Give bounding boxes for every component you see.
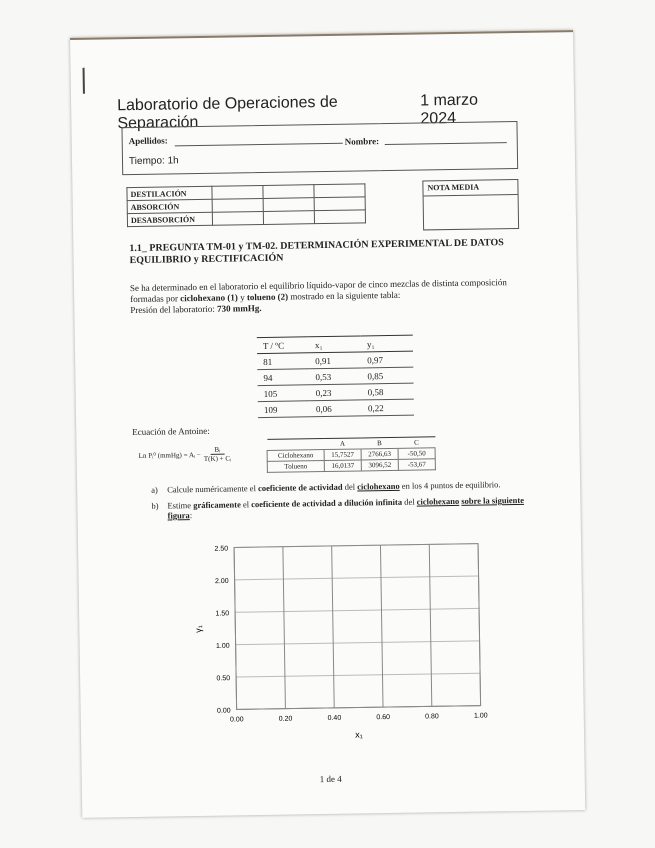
table-cell: 94 bbox=[257, 369, 309, 386]
y-axis-label: γ₁ bbox=[193, 625, 204, 633]
antoine-col-header: A bbox=[324, 438, 361, 450]
antoine-label: Ecuación de Antoine: bbox=[132, 425, 210, 438]
item-text bbox=[167, 479, 500, 494]
item-text bbox=[167, 495, 531, 521]
item-text-run: : bbox=[189, 510, 193, 521]
table-cell: 0,58 bbox=[362, 383, 414, 400]
component-2: tolueno (2) bbox=[246, 291, 289, 303]
antoine-cell: -50,50 bbox=[398, 448, 435, 460]
grade-cell[interactable] bbox=[212, 198, 263, 212]
tiempo-label: Tiempo: 1h bbox=[128, 155, 179, 168]
x-tick-label: 0.20 bbox=[278, 715, 293, 723]
grade-cell[interactable] bbox=[212, 185, 263, 199]
apellidos-label: Apellidos: bbox=[128, 135, 168, 147]
y-tick-label: 1.00 bbox=[215, 642, 230, 650]
x-gridline bbox=[380, 545, 383, 707]
y-gridline bbox=[235, 576, 479, 580]
table-cell: 81 bbox=[257, 353, 309, 370]
exam-title: Laboratorio de Operaciones de Separación bbox=[116, 93, 338, 133]
x-tick-label: 0.00 bbox=[229, 716, 244, 724]
x-tick-label: 0.80 bbox=[425, 713, 439, 721]
item-letter: b) bbox=[151, 500, 159, 511]
col-header: x₁ bbox=[309, 336, 361, 353]
y-tick-label: 1.50 bbox=[215, 610, 230, 618]
grade-cell[interactable] bbox=[263, 198, 314, 212]
exam-page bbox=[70, 30, 585, 818]
item-text-run: gráficamente bbox=[193, 499, 241, 511]
item-text-run: el bbox=[240, 499, 252, 510]
formula-fraction bbox=[204, 445, 232, 462]
intro-text: y bbox=[237, 292, 247, 303]
list-item bbox=[151, 479, 531, 495]
item-text-run: coeficiente de actividad bbox=[257, 481, 343, 494]
x-tick-label: 0.40 bbox=[327, 714, 342, 723]
x-gridline bbox=[429, 544, 432, 706]
antoine-cell: 15,7527 bbox=[324, 449, 361, 461]
grade-cell[interactable] bbox=[263, 211, 314, 225]
item-text-run: del bbox=[401, 496, 417, 507]
antoine-col-header bbox=[267, 439, 324, 451]
exam-date: 1 marzo 2024 bbox=[420, 91, 479, 128]
grade-cell[interactable] bbox=[212, 211, 263, 225]
col-header: y₁ bbox=[361, 335, 413, 352]
y-gridline bbox=[236, 641, 480, 645]
question-items bbox=[151, 479, 532, 527]
table-cell: 109 bbox=[258, 401, 310, 418]
table-cell: 0,53 bbox=[309, 368, 361, 385]
antoine-cell: 2766,63 bbox=[361, 448, 398, 460]
y-gridline bbox=[236, 673, 480, 677]
table-cell: 0,23 bbox=[310, 384, 362, 401]
grade-cell[interactable] bbox=[314, 184, 365, 198]
component-1: ciclohexano (1) bbox=[180, 292, 238, 304]
y-gridline bbox=[235, 608, 479, 612]
item-text-run: coeficiente de actividad a dilución infinita bbox=[251, 496, 403, 510]
page-number: 1 de 4 bbox=[319, 773, 342, 785]
intro-text: mostrado en la siguiente tabla: bbox=[288, 289, 401, 302]
antoine-cell: -53,67 bbox=[398, 459, 435, 471]
item-text-run: ciclohexano bbox=[416, 495, 460, 507]
table-cell: 0,97 bbox=[361, 351, 413, 368]
col-header: T / ºC bbox=[257, 337, 309, 354]
x-tick-label: 1.00 bbox=[473, 712, 488, 720]
formula-numerator: Bᵢ bbox=[210, 446, 224, 455]
grade-cell[interactable] bbox=[314, 210, 365, 224]
gamma-chart[interactable] bbox=[128, 533, 532, 771]
table-cell: 0,85 bbox=[361, 367, 413, 384]
grade-label: DESABSORCIÓN bbox=[127, 212, 212, 226]
x-tick-label: 0.60 bbox=[376, 714, 391, 722]
plot-frame bbox=[234, 544, 481, 710]
item-letter: a) bbox=[151, 484, 158, 495]
question-intro bbox=[130, 277, 526, 316]
intro-text: Se ha determinado en el laboratorio el equilibrio líquido-vapor de cinco mezclas de distinta composición formadas por bbox=[129, 277, 507, 305]
antoine-row bbox=[267, 459, 435, 473]
nota-media-box bbox=[422, 179, 519, 231]
grade-label: ABSORCIÓN bbox=[127, 199, 212, 213]
question-title: 1.1_ PREGUNTA TM-01 y TM-02. DETERMINACIÓN EXPERIMENTAL DE DATOS EQUILIBRIO y RECTIFICACIÓN bbox=[129, 237, 504, 267]
student-id-box bbox=[121, 121, 518, 175]
table-cell: 105 bbox=[258, 385, 310, 402]
item-text-run: sobre la siguiente figura bbox=[167, 494, 525, 521]
item-text-run: Calcule numéricamente el bbox=[167, 483, 259, 495]
table-cell: 0,91 bbox=[309, 352, 361, 369]
y-tick-label: 0.00 bbox=[216, 707, 231, 715]
antoine-formula bbox=[138, 445, 231, 463]
formula-denominator: T(K) + Cᵢ bbox=[203, 454, 232, 463]
item-text-run: del bbox=[342, 481, 358, 492]
table-cell: 0,06 bbox=[310, 400, 362, 417]
y-tick-label: 0.50 bbox=[216, 675, 231, 683]
grades-table bbox=[126, 183, 366, 227]
list-item bbox=[151, 495, 531, 521]
table-row bbox=[258, 399, 414, 417]
antoine-cell: Tolueno bbox=[267, 461, 324, 473]
antoine-table bbox=[266, 436, 436, 473]
x-gridline bbox=[283, 547, 286, 709]
antoine-cell: 16,0137 bbox=[324, 460, 361, 472]
antoine-col-header: B bbox=[361, 437, 398, 449]
x-gridline bbox=[332, 546, 335, 708]
table-cell: 0,22 bbox=[362, 399, 414, 416]
grade-cell[interactable] bbox=[314, 197, 365, 211]
item-text-run: Estime bbox=[167, 500, 194, 511]
antoine-cell: 3096,52 bbox=[361, 459, 398, 471]
y-tick-label: 2.50 bbox=[214, 545, 229, 553]
antoine-cell: Ciclohexano bbox=[267, 450, 324, 462]
y-tick-label: 2.00 bbox=[214, 577, 229, 586]
grade-label: DESTILACIÓN bbox=[127, 186, 212, 200]
item-text-run: en los 4 puntos de equilibrio. bbox=[399, 479, 501, 491]
pressure-label: Presión del laboratorio: bbox=[130, 303, 218, 316]
nombre-label: Nombre: bbox=[344, 136, 380, 147]
margin-mark bbox=[83, 68, 85, 94]
nota-media-label: NOTA MEDIA bbox=[423, 180, 517, 196]
equilibrium-table bbox=[257, 335, 414, 418]
formula-lhs: Ln Pᵢ⁰ (mmHg) = Aᵢ − bbox=[138, 450, 201, 460]
grade-row bbox=[127, 210, 365, 227]
pressure-value: 730 mmHg. bbox=[216, 302, 262, 314]
grade-cell[interactable] bbox=[263, 185, 314, 199]
nombre-field[interactable] bbox=[385, 142, 507, 145]
item-text-run: ciclohexano bbox=[357, 480, 400, 492]
antoine-col-header: C bbox=[398, 437, 435, 449]
apellidos-field[interactable] bbox=[175, 143, 343, 147]
x-axis-label: x₁ bbox=[355, 729, 363, 740]
